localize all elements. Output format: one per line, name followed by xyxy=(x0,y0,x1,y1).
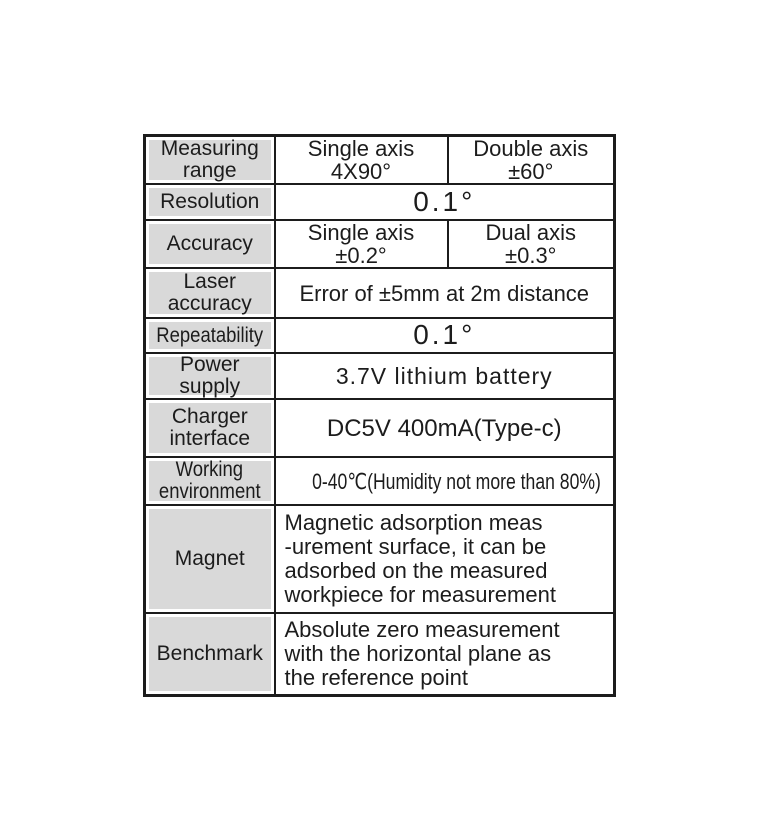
spec-row-laser-accuracy xyxy=(145,268,615,318)
value-line: Single axis xyxy=(307,220,415,245)
value-line: 0-40℃(Humidity not more than 80%) xyxy=(311,468,601,494)
value-line: 4X90° xyxy=(330,159,392,184)
value-line: Error of ±5mm at 2m distance xyxy=(299,280,590,306)
spec-value-double-axis-range xyxy=(448,136,615,185)
label-line: Measuring xyxy=(160,137,259,160)
value-line: Dual axis xyxy=(485,220,576,245)
label-line: range xyxy=(182,159,237,182)
label-line: interface xyxy=(169,427,251,450)
label-line: Laser xyxy=(183,270,237,293)
value-line: ±60° xyxy=(508,159,554,184)
spec-label-accuracy xyxy=(145,220,275,268)
spec-row-working-environment xyxy=(145,457,615,505)
spec-row-power-supply xyxy=(145,353,615,399)
value-line: Single axis xyxy=(307,136,415,161)
spec-row-repeatability xyxy=(145,318,615,353)
label-line: Charger xyxy=(171,405,248,428)
value-line: DC5V 400mA(Type-c) xyxy=(326,414,562,442)
spec-value-magnet xyxy=(275,505,615,613)
value-line: 0.1° xyxy=(413,319,476,350)
spec-value-working-environment xyxy=(275,457,615,505)
spec-label-laser-accuracy xyxy=(145,268,275,318)
label-line: Accuracy xyxy=(166,232,253,255)
spec-value-laser-accuracy xyxy=(275,268,615,318)
spec-row-accuracy xyxy=(145,220,615,268)
value-line: with the horizontal plane as xyxy=(284,640,552,666)
spec-label-working-environment xyxy=(145,457,275,505)
spec-row-measuring-range xyxy=(145,136,615,185)
value-line: Double axis xyxy=(473,136,589,161)
spec-label-charger-interface xyxy=(145,399,275,457)
spec-label-magnet xyxy=(145,505,275,613)
label-line: Working xyxy=(176,458,244,481)
spec-row-magnet xyxy=(145,505,615,613)
value-line: Absolute zero measurement xyxy=(284,616,560,642)
label-line: Repeatability xyxy=(156,323,264,347)
spec-value-single-axis-accuracy xyxy=(275,220,448,268)
spec-value-power-supply xyxy=(275,353,615,399)
value-line: the reference point xyxy=(284,664,468,690)
value-line: -urement surface, it can be xyxy=(284,534,547,559)
spec-row-benchmark xyxy=(145,613,615,695)
value-line: workpiece for measurement xyxy=(284,582,556,607)
spec-value-single-axis-range xyxy=(275,136,448,185)
spec-value-charger-interface xyxy=(275,399,615,457)
spec-table xyxy=(143,134,616,697)
label-line: environment xyxy=(158,480,261,503)
value-line: ±0.3° xyxy=(505,243,557,268)
spec-value-benchmark xyxy=(275,613,615,695)
spec-label-repeatability xyxy=(145,318,275,353)
label-line: Magnet xyxy=(174,547,245,570)
label-line: Benchmark xyxy=(156,641,263,665)
label-line: Resolution xyxy=(160,190,260,213)
value-line: 3.7V lithium battery xyxy=(335,362,553,389)
label-line: Power xyxy=(179,353,240,376)
value-line: ±0.2° xyxy=(335,243,387,268)
spec-value-dual-axis-accuracy xyxy=(448,220,615,268)
spec-label-resolution xyxy=(145,184,275,220)
spec-value-resolution xyxy=(275,184,615,220)
label-line: supply xyxy=(179,375,241,398)
spec-row-resolution xyxy=(145,184,615,220)
value-line: Magnetic adsorption meas xyxy=(284,510,543,535)
spec-row-charger-interface xyxy=(145,399,615,457)
label-line: accuracy xyxy=(167,292,252,315)
value-line: 0.1° xyxy=(413,185,476,217)
spec-value-repeatability xyxy=(275,318,615,353)
value-line: adsorbed on the measured xyxy=(284,558,548,583)
spec-label-measuring-range xyxy=(145,136,275,185)
spec-label-benchmark xyxy=(145,613,275,695)
spec-label-power-supply xyxy=(145,353,275,399)
